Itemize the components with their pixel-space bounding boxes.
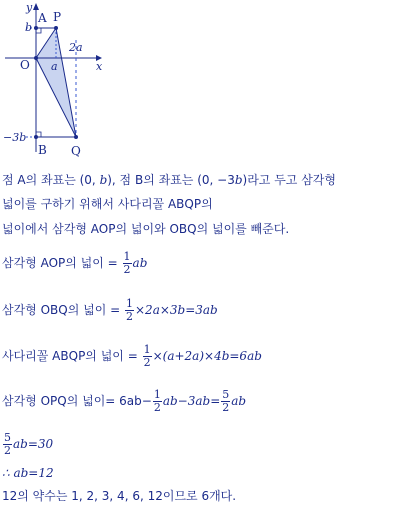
- label-a-value: a: [51, 60, 58, 73]
- label-q-point: Q: [71, 144, 81, 158]
- coordinate-figure: [0, 0, 130, 160]
- point-b: [34, 135, 38, 139]
- point-a: [34, 26, 38, 30]
- label-y: y: [26, 1, 33, 14]
- label-2a-value: 2a: [69, 41, 83, 54]
- label-b-point: B: [38, 143, 47, 157]
- point-q: [74, 135, 78, 139]
- point-p: [54, 26, 58, 30]
- label-b-value: b: [25, 21, 33, 34]
- label-m3b-value: −3b: [3, 131, 27, 144]
- line-2: 넓이를 구하기 위해서 사다리꼴 ABQP의: [2, 197, 213, 211]
- line-aop-area: 삼각형 AOP의 넓이 = $\frac{1}{2}$ ab: [2, 250, 148, 276]
- label-o-point: O: [20, 58, 30, 72]
- line-opq-area: 삼각형 OPQ의 넓이= 6ab− $\frac{1}{2}$ ab−3ab= $\frac{5}{2}$ ab: [2, 388, 247, 414]
- point-o: [34, 56, 38, 60]
- label-p-point: P: [53, 10, 62, 24]
- line-equation: $\frac{5}{2}$ ab=30: [4, 431, 54, 457]
- line-1: 점 A의 좌표는 (0, b), 점 B의 좌표는 (0, −3b)라고 두고 삼각형: [2, 173, 336, 187]
- line-result: ∴ ab=12: [2, 466, 54, 480]
- label-a-point: A: [38, 11, 47, 25]
- line-3: 넓이에서 삼각형 AOP의 넓이와 OBQ의 넓이를 빼준다.: [2, 222, 290, 236]
- label-x: x: [96, 60, 103, 73]
- line-conclusion: 12의 약수는 1, 2, 3, 4, 6, 12이므로 6개다.: [2, 489, 237, 503]
- y-axis-arrow: [33, 3, 39, 10]
- line-trapezoid-area: 사다리꼴 ABQP의 넓이 = $\frac{1}{2}$ ×(a+2a)×4b=6ab: [2, 343, 262, 369]
- line-obq-area: 삼각형 OBQ의 넓이 = $\frac{1}{2}$ ×2a×3b=3ab: [2, 297, 218, 323]
